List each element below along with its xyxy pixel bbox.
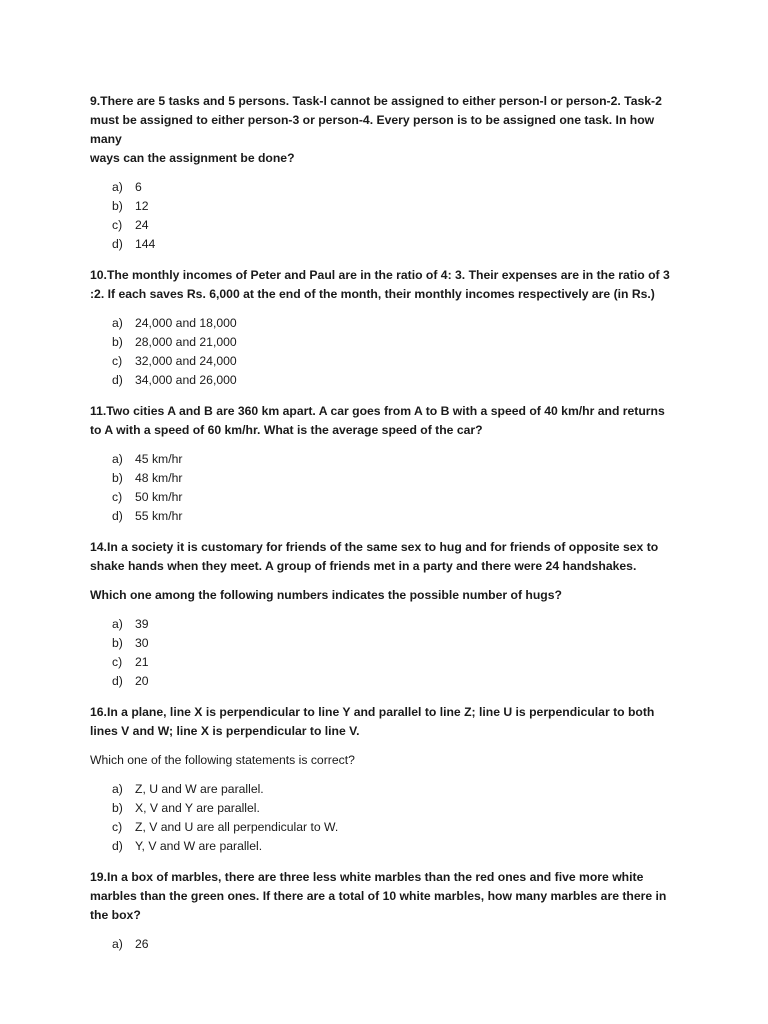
- option-letter: a): [112, 180, 123, 194]
- answer-options: [90, 450, 688, 526]
- option-text: 24,000 and 18,000: [135, 316, 237, 330]
- option-text: Y, V and W are parallel.: [135, 839, 263, 853]
- answer-options: [90, 314, 688, 390]
- option-letter: c): [112, 218, 123, 232]
- answer-options: [90, 615, 688, 691]
- option-text: 12: [135, 199, 149, 213]
- option-text: 28,000 and 21,000: [135, 335, 237, 349]
- option-text: 21: [135, 655, 149, 669]
- option-text: 39: [135, 617, 149, 631]
- option-a: [112, 178, 688, 197]
- question-stem: 19.In a box of marbles, there are three less white marbles than the red ones and five more white marbles than the green ones. If there are a total of 10 white marbles, how many marbles are there in the box?: [90, 870, 667, 922]
- option-letter: c): [112, 655, 123, 669]
- option-a: [112, 935, 688, 954]
- option-text: 20: [135, 674, 149, 688]
- option-letter: c): [112, 820, 123, 834]
- option-letter: a): [112, 316, 123, 330]
- option-letter: b): [112, 471, 123, 485]
- option-letter: b): [112, 199, 123, 213]
- question-stem: 10.The monthly incomes of Peter and Paul are in the ratio of 4: 3. Their expenses are in the ratio of 3 :2. If each saves Rs. 6,000 at the end of the month, their monthly incomes respectively are (in Rs.): [90, 268, 670, 301]
- question-prompt: Which one of the following statements is correct?: [90, 753, 355, 767]
- question-16: [90, 703, 688, 856]
- option-text: Z, U and W are parallel.: [135, 782, 264, 796]
- option-c: [112, 818, 688, 837]
- option-b: [112, 634, 688, 653]
- option-b: [112, 799, 688, 818]
- option-c: [112, 216, 688, 235]
- option-d: [112, 371, 688, 390]
- option-text: 32,000 and 24,000: [135, 354, 237, 368]
- option-a: [112, 780, 688, 799]
- option-letter: d): [112, 509, 123, 523]
- option-text: 48 km/hr: [135, 471, 183, 485]
- option-text: 34,000 and 26,000: [135, 373, 237, 387]
- option-text: 144: [135, 237, 156, 251]
- question-stem: 11.Two cities A and B are 360 km apart. A car goes from A to B with a speed of 40 km/hr and returns to A with a speed of 60 km/hr. What is the average speed of the car?: [90, 404, 665, 437]
- question-9: [90, 92, 688, 254]
- option-letter: d): [112, 674, 123, 688]
- option-d: [112, 672, 688, 691]
- question-stem: 16.In a plane, line X is perpendicular to line Y and parallel to line Z; line U is perpendicular to both lines V and W; line X is perpendicular to line V.: [90, 705, 655, 738]
- option-d: [112, 837, 688, 856]
- option-text: 55 km/hr: [135, 509, 183, 523]
- option-b: [112, 197, 688, 216]
- option-text: 30: [135, 636, 149, 650]
- option-c: [112, 352, 688, 371]
- option-letter: a): [112, 937, 123, 951]
- option-letter: c): [112, 490, 123, 504]
- option-text: X, V and Y are parallel.: [135, 801, 260, 815]
- answer-options: [90, 780, 688, 856]
- option-letter: b): [112, 335, 123, 349]
- question-11: [90, 402, 688, 526]
- option-a: [112, 314, 688, 333]
- option-letter: b): [112, 636, 123, 650]
- option-a: [112, 450, 688, 469]
- question-stem: 9.There are 5 tasks and 5 persons. Task-l cannot be assigned to either person-l or person-2. Task-2 must be assigned to either person-3 or person-4. Every person is to be assigned one task. In how many ways can the assignment be done?: [90, 94, 662, 165]
- option-text: 50 km/hr: [135, 490, 183, 504]
- option-text: 26: [135, 937, 149, 951]
- option-a: [112, 615, 688, 634]
- option-letter: d): [112, 237, 123, 251]
- option-letter: d): [112, 839, 123, 853]
- answer-options: [90, 178, 688, 254]
- option-text: 24: [135, 218, 149, 232]
- question-19: [90, 868, 688, 954]
- option-d: [112, 507, 688, 526]
- option-letter: c): [112, 354, 123, 368]
- option-letter: a): [112, 617, 123, 631]
- option-letter: a): [112, 782, 123, 796]
- option-c: [112, 653, 688, 672]
- option-text: 6: [135, 180, 142, 194]
- option-d: [112, 235, 688, 254]
- option-b: [112, 469, 688, 488]
- option-text: Z, V and U are all perpendicular to W.: [135, 820, 339, 834]
- option-c: [112, 488, 688, 507]
- answer-options: [90, 935, 688, 954]
- option-text: 45 km/hr: [135, 452, 183, 466]
- option-letter: b): [112, 801, 123, 815]
- question-14: [90, 538, 688, 691]
- option-letter: d): [112, 373, 123, 387]
- question-stem: 14.In a society it is customary for friends of the same sex to hug and for friends of opposite sex to shake hands when they meet. A group of friends met in a party and there were 24 handshakes.: [90, 540, 659, 573]
- option-letter: a): [112, 452, 123, 466]
- question-10: [90, 266, 688, 390]
- question-prompt: Which one among the following numbers indicates the possible number of hugs?: [90, 588, 562, 602]
- option-b: [112, 333, 688, 352]
